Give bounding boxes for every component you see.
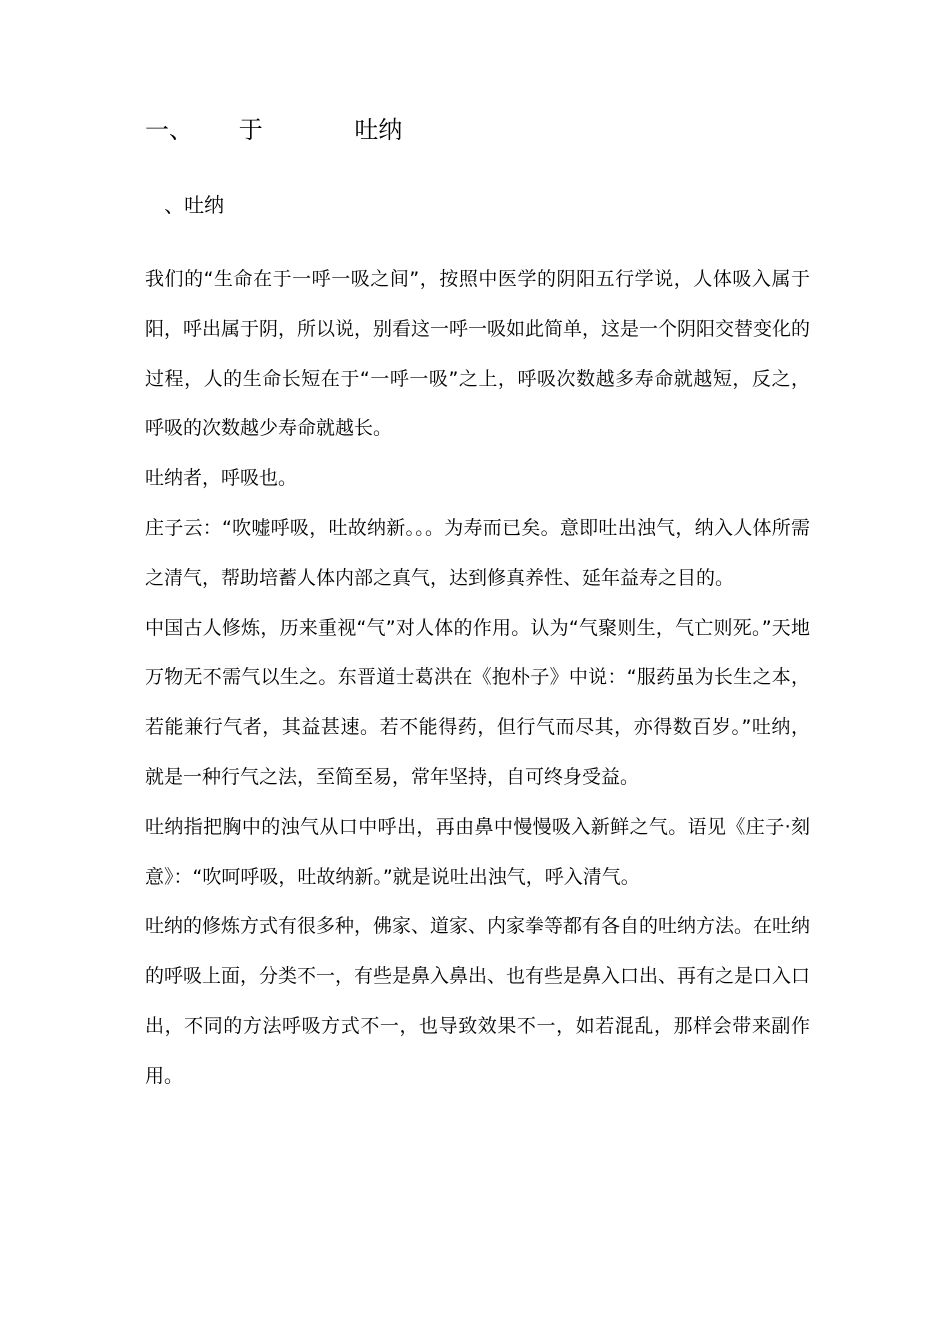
document-title: 一、 于 吐纳: [145, 116, 403, 144]
document-body: [145, 255, 810, 1102]
paragraph: 吐纳者，呼吸也。: [145, 467, 298, 490]
paragraph: 吐纳指把胸中的浊气从口中呼出，再由鼻中慢慢吸入新鲜之气。语见《庄子·刻意》：“吹呵呼吸，吐故纳新。”就是说吐出浊气，呼入清气。: [145, 815, 810, 888]
section-heading: 、吐纳: [145, 193, 225, 217]
paragraph: 庄子云：“吹嘘呼吸，吐故纳新。。。为寿而已矣。意即吐出浊气，纳入人体所需之清气，帮助培蓄人体内部之真气，达到修真养性、延年益寿之目的。: [145, 516, 810, 589]
paragraph: 我们的“生命在于一呼一吸之间”，按照中医学的阴阳五行学说，人体吸入属于阳，呼出属于阴，所以说，别看这一呼一吸如此简单，这是一个阴阳交替变化的过程，人的生命长短在于“一呼一吸”之上，呼吸次数越多寿命就越短，反之，呼吸的次数越少寿命就越长。: [145, 268, 811, 440]
paragraph: 吐纳的修炼方式有很多种，佛家、道家、内家拳等都有各自的吐纳方法。在吐纳的呼吸上面，分类不一，有些是鼻入鼻出、也有些是鼻入口出、再有之是口入口出，不同的方法呼吸方式不一，也导致效果不一，如若混乱，那样会带来副作用。: [145, 915, 811, 1087]
paragraph: 中国古人修炼，历来重视“气”对人体的作用。认为“气聚则生，气亡则死。”天地万物无不需气以生之。东晋道士葛洪在《抱朴子》中说：“服药虽为长生之本，若能兼行气者，其益甚速。若不能得药，但行气而尽其，亦得数百岁。”吐纳，就是一种行气之法，至简至易，常年坚持，自可终身受益。: [145, 616, 810, 788]
